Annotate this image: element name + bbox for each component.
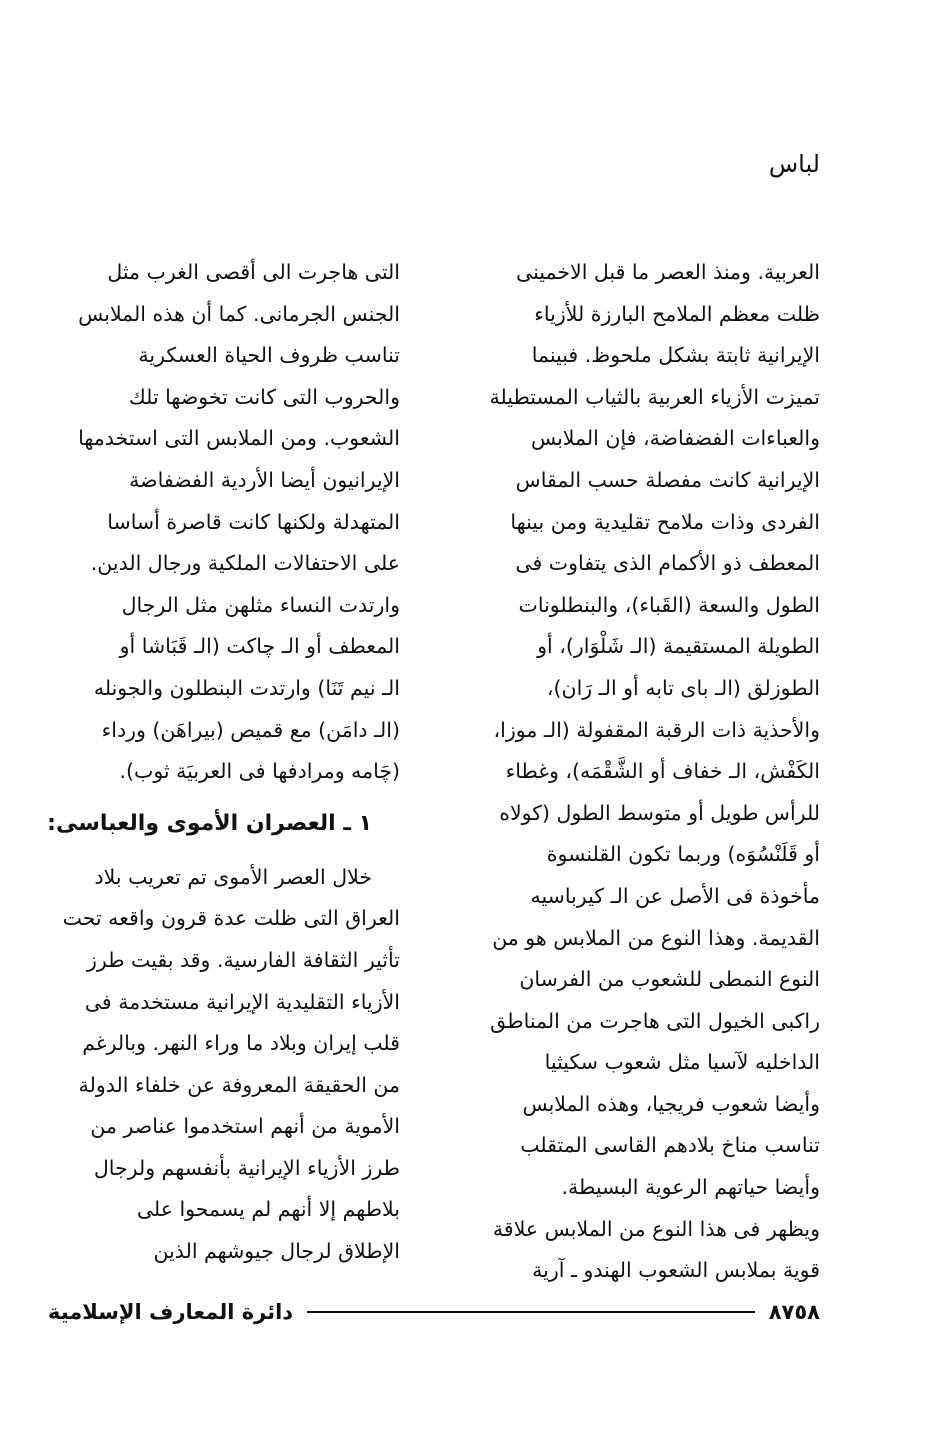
text-line: وأيضا شعوب فريجيا، وهذه الملابس [522,1091,820,1116]
text-line: تميزت الأزياء العربية بالثياب المستطيلة [489,384,820,409]
text-line: الشعوب. ومن الملابس التى استخدمها [78,426,400,451]
text-line: ويظهر فى هذا النوع من الملابس علاقة [492,1216,820,1241]
text-line: بلاطهم إلا أنهم لم يسمحوا على [136,1197,400,1222]
text-line: الإطلاق لرجال جيوشهم الذين [153,1239,400,1264]
text-line: وارتدت النساء مثلهن مثل الرجال [121,592,400,617]
text-line: الطويلة المستقيمة (الـ شَلْوَار)، أو [537,634,820,659]
section-heading: ١ ـ العصران الأموى والعباسى: [47,810,372,836]
text-line: مأخوذة فى الأصل عن الـ كيرباسيه [530,883,820,908]
text-line: الفردى وذات ملامح تقليدية ومن بينها [510,509,820,534]
text-line: والعباءات الفضفاضة، فإن الملابس [530,426,820,451]
text-line: قوية بملابس الشعوب الهندو ـ آرية [532,1258,820,1283]
text-line: المتهدلة ولكنها كانت قاصرة أساسا [107,509,400,534]
text-line: الجنس الجرمانى. كما أن هذه الملابس [78,301,400,326]
text-line: الكَفْش، الـ خفاف أو الشَّقْمَه)، وغطاء [505,759,820,784]
text-line: تأثير الثقافة الفارسية. وقد بقيت طرز [87,947,400,972]
text-line: خلال العصر الأموى تم تعريب بلاد [94,864,372,889]
text-line: (چَامه ومرادفها فى العربيَة ثوب). [119,759,400,784]
running-header: لباس [768,150,820,178]
text-line: والأحذية ذات الرقبة المقفولة (الـ موزا، [493,717,820,742]
text-line: الأزياء التقليدية الإيرانية مستخدمة فى [84,989,400,1014]
text-line: العراق التى ظلت عدة قرون واقعه تحت [62,906,400,931]
text-line: المعطف ذو الأكمام الذى يتفاوت فى [515,551,820,576]
left-column [48,252,400,1273]
text-line: أو قَلَنْسُوَه) وربما تكون القلنسوة [546,842,820,867]
text-line: الإيرانية كانت مفصلة حسب المقاس [515,467,820,492]
text-line: راكبى الخيول التى هاجرت من المناطق [490,1008,820,1033]
text-line: الإيرانية ثابتة بشكل ملحوظ. فبينما [531,343,820,368]
text-line: المعطف أو الـ چاكت (الـ قَبَاشا أو [119,634,400,659]
text-line: على الاحتفالات الملكية ورجال الدين. [90,551,400,576]
text-line: التى هاجرت الى أقصى الغرب مثل [107,260,400,284]
text-line: الطوزلق (الـ باى تابه أو الـ رَان)، [546,675,820,700]
text-line: وأيضا حياتهم الرعوية البسيطة. [561,1175,820,1200]
footer-divider [307,1311,755,1313]
text-line: القديمة. وهذا النوع من الملابس هو من [492,925,820,950]
text-line: العربية. ومنذ العصر ما قبل الاخمينى [516,260,820,284]
text-line: تناسب مناخ بلادهم القاسى المتقلب [520,1133,820,1158]
text-line: النوع النمطى للشعوب من الفرسان [519,967,820,992]
text-line: قلب إيران وبلاد ما وراء النهر. وبالرغم [82,1031,400,1056]
text-line: الداخليه لآسيا مثل شعوب سكيثيا [544,1050,820,1075]
page-number: ٨٧٥٨ [768,1300,820,1324]
text-line: (الـ دامَن) مع قميص (بيراهَن) ورداء [101,717,400,742]
text-line: من الحقيقة المعروفة عن خلفاء الدولة [78,1072,400,1097]
text-line: الـ نيم تَنَا) وارتدت البنطلون والجونله [93,675,400,700]
text-line: للرأس طويل أو متوسط الطول (كولاه [499,800,820,825]
text-line: الإيرانيون أيضا الأردية الفضفاضة [129,467,400,492]
text-line: ظلت معظم الملامح البارزة للأزياء [534,301,820,326]
text-line: تناسب ظروف الحياة العسكرية [138,343,400,368]
text-line: الطول والسعة (القَباء)، والبنطلونات [518,592,820,617]
page-footer [48,1292,820,1332]
text-line: الأموية من أنهم استخدموا عناصر من [90,1114,400,1139]
right-column [468,252,820,1292]
text-line: طرز الأزياء الإيرانية بأنفسهم ولرجال [93,1155,400,1180]
publication-title: دائرة المعارف الإسلامية [48,1300,294,1324]
text-line: والحروب التى كانت تخوضها تلك [128,384,400,409]
